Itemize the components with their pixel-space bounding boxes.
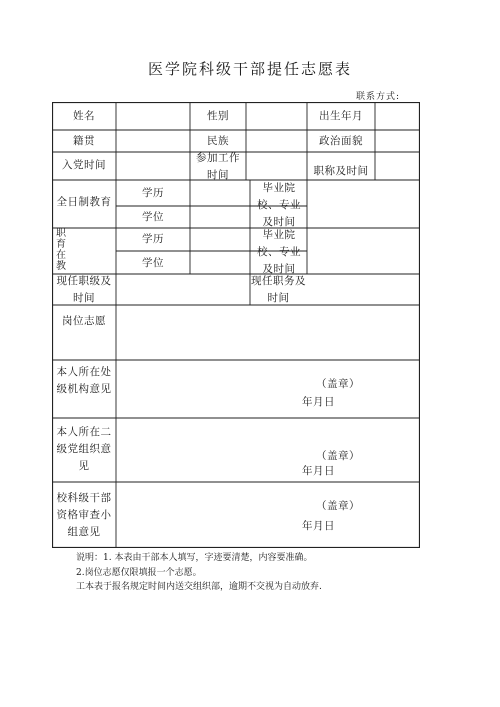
parttime-degree-label: 学位 bbox=[142, 257, 164, 269]
department-date-label: 年月日 bbox=[302, 396, 335, 408]
qualification-review-date-label: 年月日 bbox=[302, 520, 335, 532]
qualification-review-opinion-label: 校科级干部资格审查小组意见 bbox=[56, 492, 112, 538]
birth-label: 出生年月 bbox=[319, 110, 363, 122]
gender-label: 性别 bbox=[207, 110, 229, 122]
parttime-education-label: 职育在教 bbox=[56, 228, 67, 272]
fulltime-graduate-school-label: 毕业院校、专业及时间 bbox=[257, 182, 301, 228]
political-status-label: 政治面貌 bbox=[319, 135, 363, 147]
form-notes bbox=[76, 551, 322, 595]
title-time-label: 职称及时间 bbox=[313, 165, 369, 177]
party-organization-seal-label: （盖章） bbox=[316, 450, 360, 462]
party-organization-opinion-label: 本人所在二级党组织意见 bbox=[56, 426, 112, 472]
note-line: 2.岗位志愿仅限填报一个志愿。 bbox=[76, 567, 202, 578]
party-organization-date-label: 年月日 bbox=[302, 465, 335, 477]
current-post-time-label: 现任职务及时间 bbox=[251, 275, 306, 304]
fulltime-degree-label: 学位 bbox=[142, 211, 164, 223]
note-line: 说明：1. 本表由干部本人填写，字迹要清楚，内容要准确。 bbox=[76, 553, 313, 563]
department-opinion-label: 本人所在处级机构意见 bbox=[56, 366, 112, 395]
native-place-label: 籍贯 bbox=[73, 135, 95, 147]
fulltime-education-label: 全日制教育 bbox=[56, 196, 112, 208]
name-label: 姓名 bbox=[73, 110, 95, 122]
contact-label: 联系方式: bbox=[356, 92, 401, 102]
current-rank-time-label: 现任职级及时间 bbox=[56, 275, 112, 304]
post-preference-label: 岗位志愿 bbox=[62, 315, 106, 327]
work-start-time-label: 参加工作时间 bbox=[196, 152, 240, 181]
ethnicity-label: 民族 bbox=[207, 135, 229, 147]
qualification-review-seal-label: （盖章） bbox=[316, 500, 360, 512]
department-seal-label: （盖章） bbox=[316, 378, 360, 390]
parttime-graduate-school-label: 毕业院校、专业及时间 bbox=[257, 229, 301, 275]
party-join-time-label: 入党时间 bbox=[62, 159, 106, 171]
parttime-education-level-label: 学历 bbox=[142, 233, 164, 245]
application-form-table bbox=[52, 102, 420, 548]
form-title: 医学院科级干部提任志愿表 bbox=[147, 60, 352, 78]
note-line: 工本表于报名规定时间内送交组织部，逾期不交视为自动放弃. bbox=[76, 582, 322, 592]
fulltime-education-level-label: 学历 bbox=[142, 187, 164, 199]
